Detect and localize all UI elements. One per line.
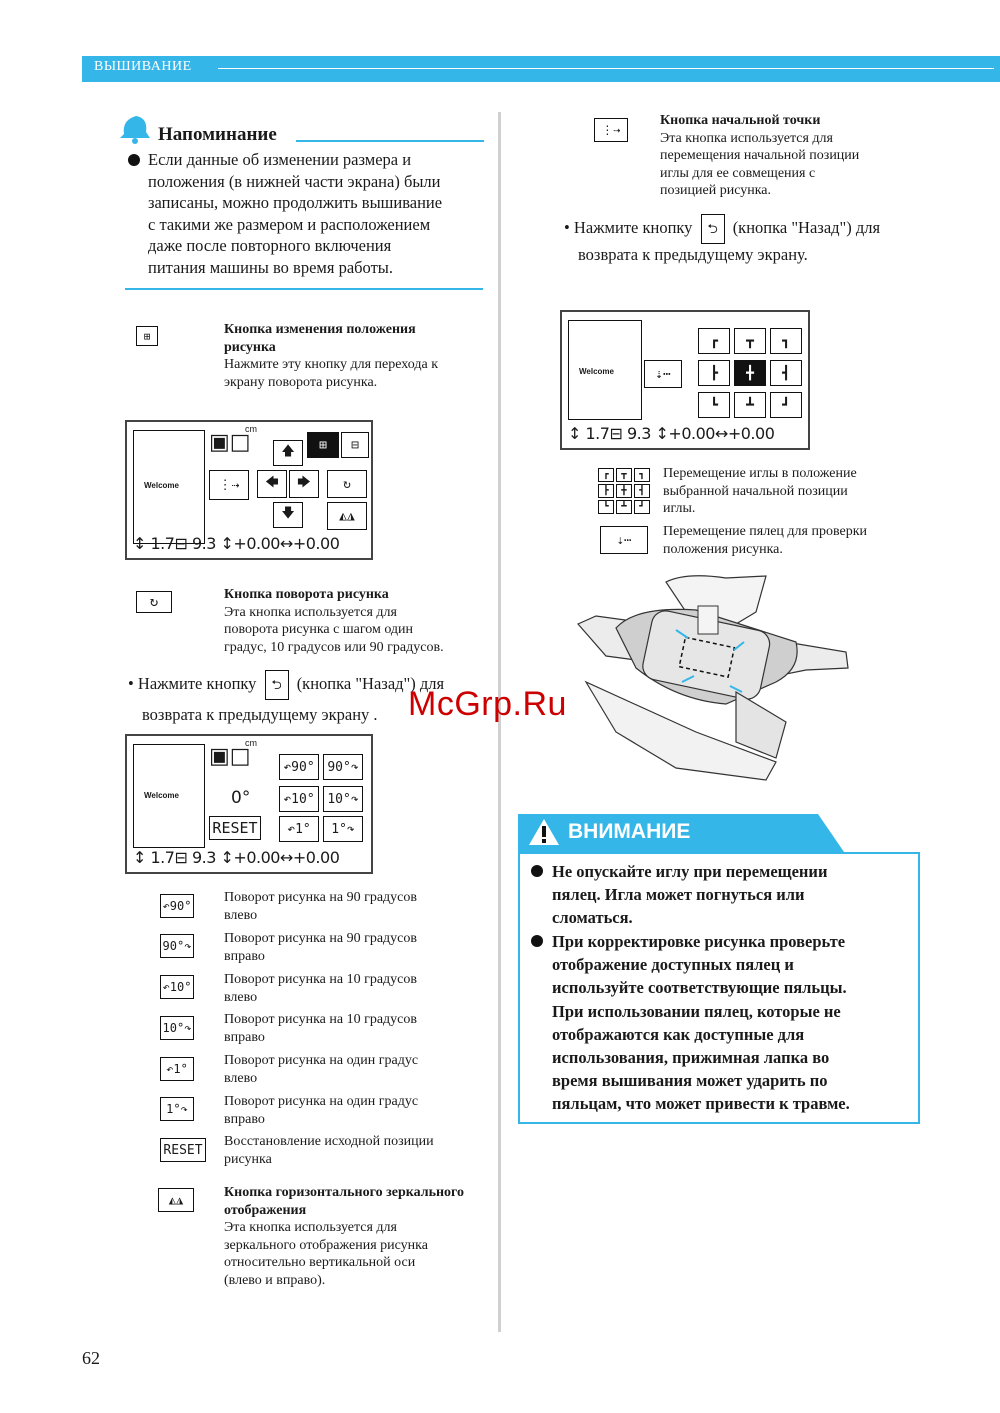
reset-button[interactable]: RESET bbox=[209, 816, 261, 840]
back-icon: ⮌ bbox=[265, 670, 289, 700]
move-frame-check-button[interactable]: ⇣⋯ bbox=[644, 360, 682, 388]
bullet bbox=[531, 935, 543, 947]
move-down-button[interactable]: 🡇 bbox=[273, 502, 303, 528]
preview-label: Welcome bbox=[579, 367, 614, 376]
embroidery-machine-illustration bbox=[576, 572, 856, 800]
start-point-button[interactable]: ⋮⇢ bbox=[209, 470, 249, 500]
mirror-button-description: Кнопка горизонтального зеркального отображения Эта кнопка используется для зеркального отображения рисунка относительно вертикальной оси (влево и вправо). bbox=[224, 1185, 465, 1288]
rotate-left-10-icon: ↶10° bbox=[160, 975, 194, 999]
rotation-desc-left-10: Поворот рисунка на 10 градусов влево bbox=[224, 972, 417, 1005]
move-up-button[interactable]: 🡅 bbox=[273, 440, 303, 466]
reset-icon: RESET bbox=[160, 1138, 206, 1162]
rotation-desc-reset: Восстановление исходной позиции рисунка bbox=[224, 1134, 434, 1167]
rotate-left-90-button[interactable]: ↶90° bbox=[279, 754, 319, 780]
hoop-size-indicator: ▣□ bbox=[209, 744, 251, 769]
start-top-center-button[interactable]: ┳ bbox=[734, 328, 766, 354]
status-bar: ↕ 1.7⊟ 9.3 ↕+0.00↔+0.00 bbox=[133, 534, 340, 553]
start-bottom-right-button[interactable]: ┛ bbox=[770, 392, 802, 418]
hoop-size-indicator: ▣□ bbox=[209, 430, 251, 455]
layout-icon: ⊞ bbox=[136, 326, 158, 346]
rotate-left-90-icon: ↶90° bbox=[160, 894, 194, 918]
unit-label: cm bbox=[245, 738, 257, 748]
preview-label: Welcome bbox=[144, 791, 179, 800]
legend-needle-position: Перемещение иглы в положение выбранной начальной позиции иглы. bbox=[663, 466, 857, 516]
start-bottom-left-button[interactable]: ┗ bbox=[698, 392, 730, 418]
status-bar: ↕ 1.7⊟ 9.3 ↕+0.00↔+0.00 bbox=[568, 424, 775, 443]
start-grid-icon: ┏ ┳ ┓ ┣ ╋ ┫ ┗ ┻ ┛ bbox=[598, 468, 650, 514]
rotate-right-1-button[interactable]: 1°↷ bbox=[323, 816, 363, 842]
lcd-screen-layout bbox=[125, 420, 373, 560]
layout-button-description: Кнопка изменения положения рисунка Нажмите эту кнопку для перехода к экрану поворота рисунка. bbox=[224, 322, 438, 390]
angle-readout: 0° bbox=[231, 788, 251, 808]
start-center-button[interactable]: ╋ bbox=[734, 360, 766, 386]
reminder-bell-icon bbox=[118, 112, 154, 146]
back-instruction-2: • Нажмите кнопку ⮌ (кнопка "Назад") для bbox=[564, 214, 880, 244]
start-top-right-button[interactable]: ┓ bbox=[770, 328, 802, 354]
bullet bbox=[531, 865, 543, 877]
layout-tab-button[interactable]: ⊞ bbox=[307, 432, 339, 458]
section-header-band bbox=[82, 56, 1000, 82]
start-middle-left-button[interactable]: ┣ bbox=[698, 360, 730, 386]
reminder-title: Напоминание bbox=[158, 124, 277, 145]
back-instruction-2-line2: возврата к предыдущему экрану. bbox=[578, 245, 808, 264]
move-right-button[interactable]: 🡆 bbox=[289, 470, 319, 498]
rotation-desc-left-1: Поворот рисунка на один градус влево bbox=[224, 1053, 419, 1086]
start-top-left-button[interactable]: ┏ bbox=[698, 328, 730, 354]
mirror-icon: ◭◮ bbox=[158, 1188, 194, 1212]
rotate-right-90-icon: 90°↷ bbox=[160, 934, 194, 958]
back-icon: ⮌ bbox=[701, 214, 725, 244]
rotate-left-1-button[interactable]: ↶1° bbox=[279, 816, 319, 842]
warning-item-1: Не опускайте иглу при перемещении пялец. Игла может погнуться или сломаться. bbox=[552, 862, 828, 928]
unit-label: cm bbox=[245, 424, 257, 434]
rotate-button[interactable]: ↻ bbox=[327, 470, 367, 498]
rotate-left-1-icon: ↶1° bbox=[160, 1057, 194, 1081]
rotation-desc-right-10: Поворот рисунка на 10 градусов вправо bbox=[224, 1012, 417, 1045]
frame-check-icon: ⇣⋯ bbox=[600, 526, 648, 554]
warning-title: ВНИМАНИЕ bbox=[568, 820, 691, 843]
warning-triangle-icon bbox=[528, 817, 560, 847]
rotate-button-description: Кнопка поворота рисунка Эта кнопка используется для поворота рисунка с шагом один градус, 10 градусов или 90 градусов. bbox=[224, 587, 444, 655]
preview-label: Welcome bbox=[144, 481, 179, 490]
start-point-description: Кнопка начальной точки Эта кнопка используется для перемещения начальной позиции иглы для ее совмещения с позицией рисунка. bbox=[660, 113, 860, 198]
back-instruction-1: • Нажмите кнопку ⮌ (кнопка "Назад") для bbox=[128, 670, 444, 700]
rotate-right-10-button[interactable]: 10°↷ bbox=[323, 786, 363, 812]
pattern-preview bbox=[133, 430, 205, 544]
rotation-desc-left-90: Поворот рисунка на 90 градусов влево bbox=[224, 890, 417, 923]
status-bar: ↕ 1.7⊟ 9.3 ↕+0.00↔+0.00 bbox=[133, 848, 340, 867]
legend-frame-check: Перемещение пялец для проверки положения рисунка. bbox=[663, 524, 868, 557]
start-middle-right-button[interactable]: ┫ bbox=[770, 360, 802, 386]
start-point-icon: ⋮⇢ bbox=[594, 118, 628, 142]
rotate-left-10-button[interactable]: ↶10° bbox=[279, 786, 319, 812]
move-left-button[interactable]: 🡄 bbox=[257, 470, 287, 498]
lcd-screen-rotate bbox=[125, 734, 373, 874]
reminder-text: Если данные об изменении размера и положения (в нижней части экрана) были записаны, можно продолжить вышивание с такими же размером и расположением даже после повторного включения питания машины во время работы. bbox=[148, 150, 443, 277]
rotation-desc-right-90: Поворот рисунка на 90 градусов вправо bbox=[224, 931, 417, 964]
rotate-right-10-icon: 10°↷ bbox=[160, 1016, 194, 1040]
reminder-rule-top bbox=[296, 140, 484, 142]
size-tab-button[interactable]: ⊟ bbox=[341, 432, 369, 458]
section-title: ВЫШИВАНИЕ bbox=[94, 59, 192, 74]
start-bottom-center-button[interactable]: ┻ bbox=[734, 392, 766, 418]
rotation-desc-right-1: Поворот рисунка на один градус вправо bbox=[224, 1094, 419, 1127]
rotate-icon: ↻ bbox=[136, 591, 172, 613]
lcd-screen-start-point bbox=[560, 310, 810, 450]
mirror-button[interactable]: ◭◮ bbox=[327, 502, 367, 530]
reminder-rule-bottom bbox=[125, 288, 483, 290]
page-number: 62 bbox=[82, 1348, 100, 1368]
bullet bbox=[128, 154, 140, 166]
warning-item-2: При корректировке рисунка проверьте отображение доступных пялец и используйте соответствующие пяльцы. При использовании пялец, которые не отображаются как доступные для использования, прижимная лапка во время вышивания может ударить по пяльцам, что может привести к травме. bbox=[552, 932, 850, 1114]
pattern-preview bbox=[133, 744, 205, 848]
rotate-right-90-button[interactable]: 90°↷ bbox=[323, 754, 363, 780]
watermark: McGrp.Ru bbox=[408, 685, 567, 723]
pattern-preview bbox=[568, 320, 642, 420]
back-instruction-1-line2: возврата к предыдущему экрану . bbox=[142, 705, 378, 724]
header-rule bbox=[218, 68, 994, 69]
rotate-right-1-icon: 1°↷ bbox=[160, 1097, 194, 1121]
